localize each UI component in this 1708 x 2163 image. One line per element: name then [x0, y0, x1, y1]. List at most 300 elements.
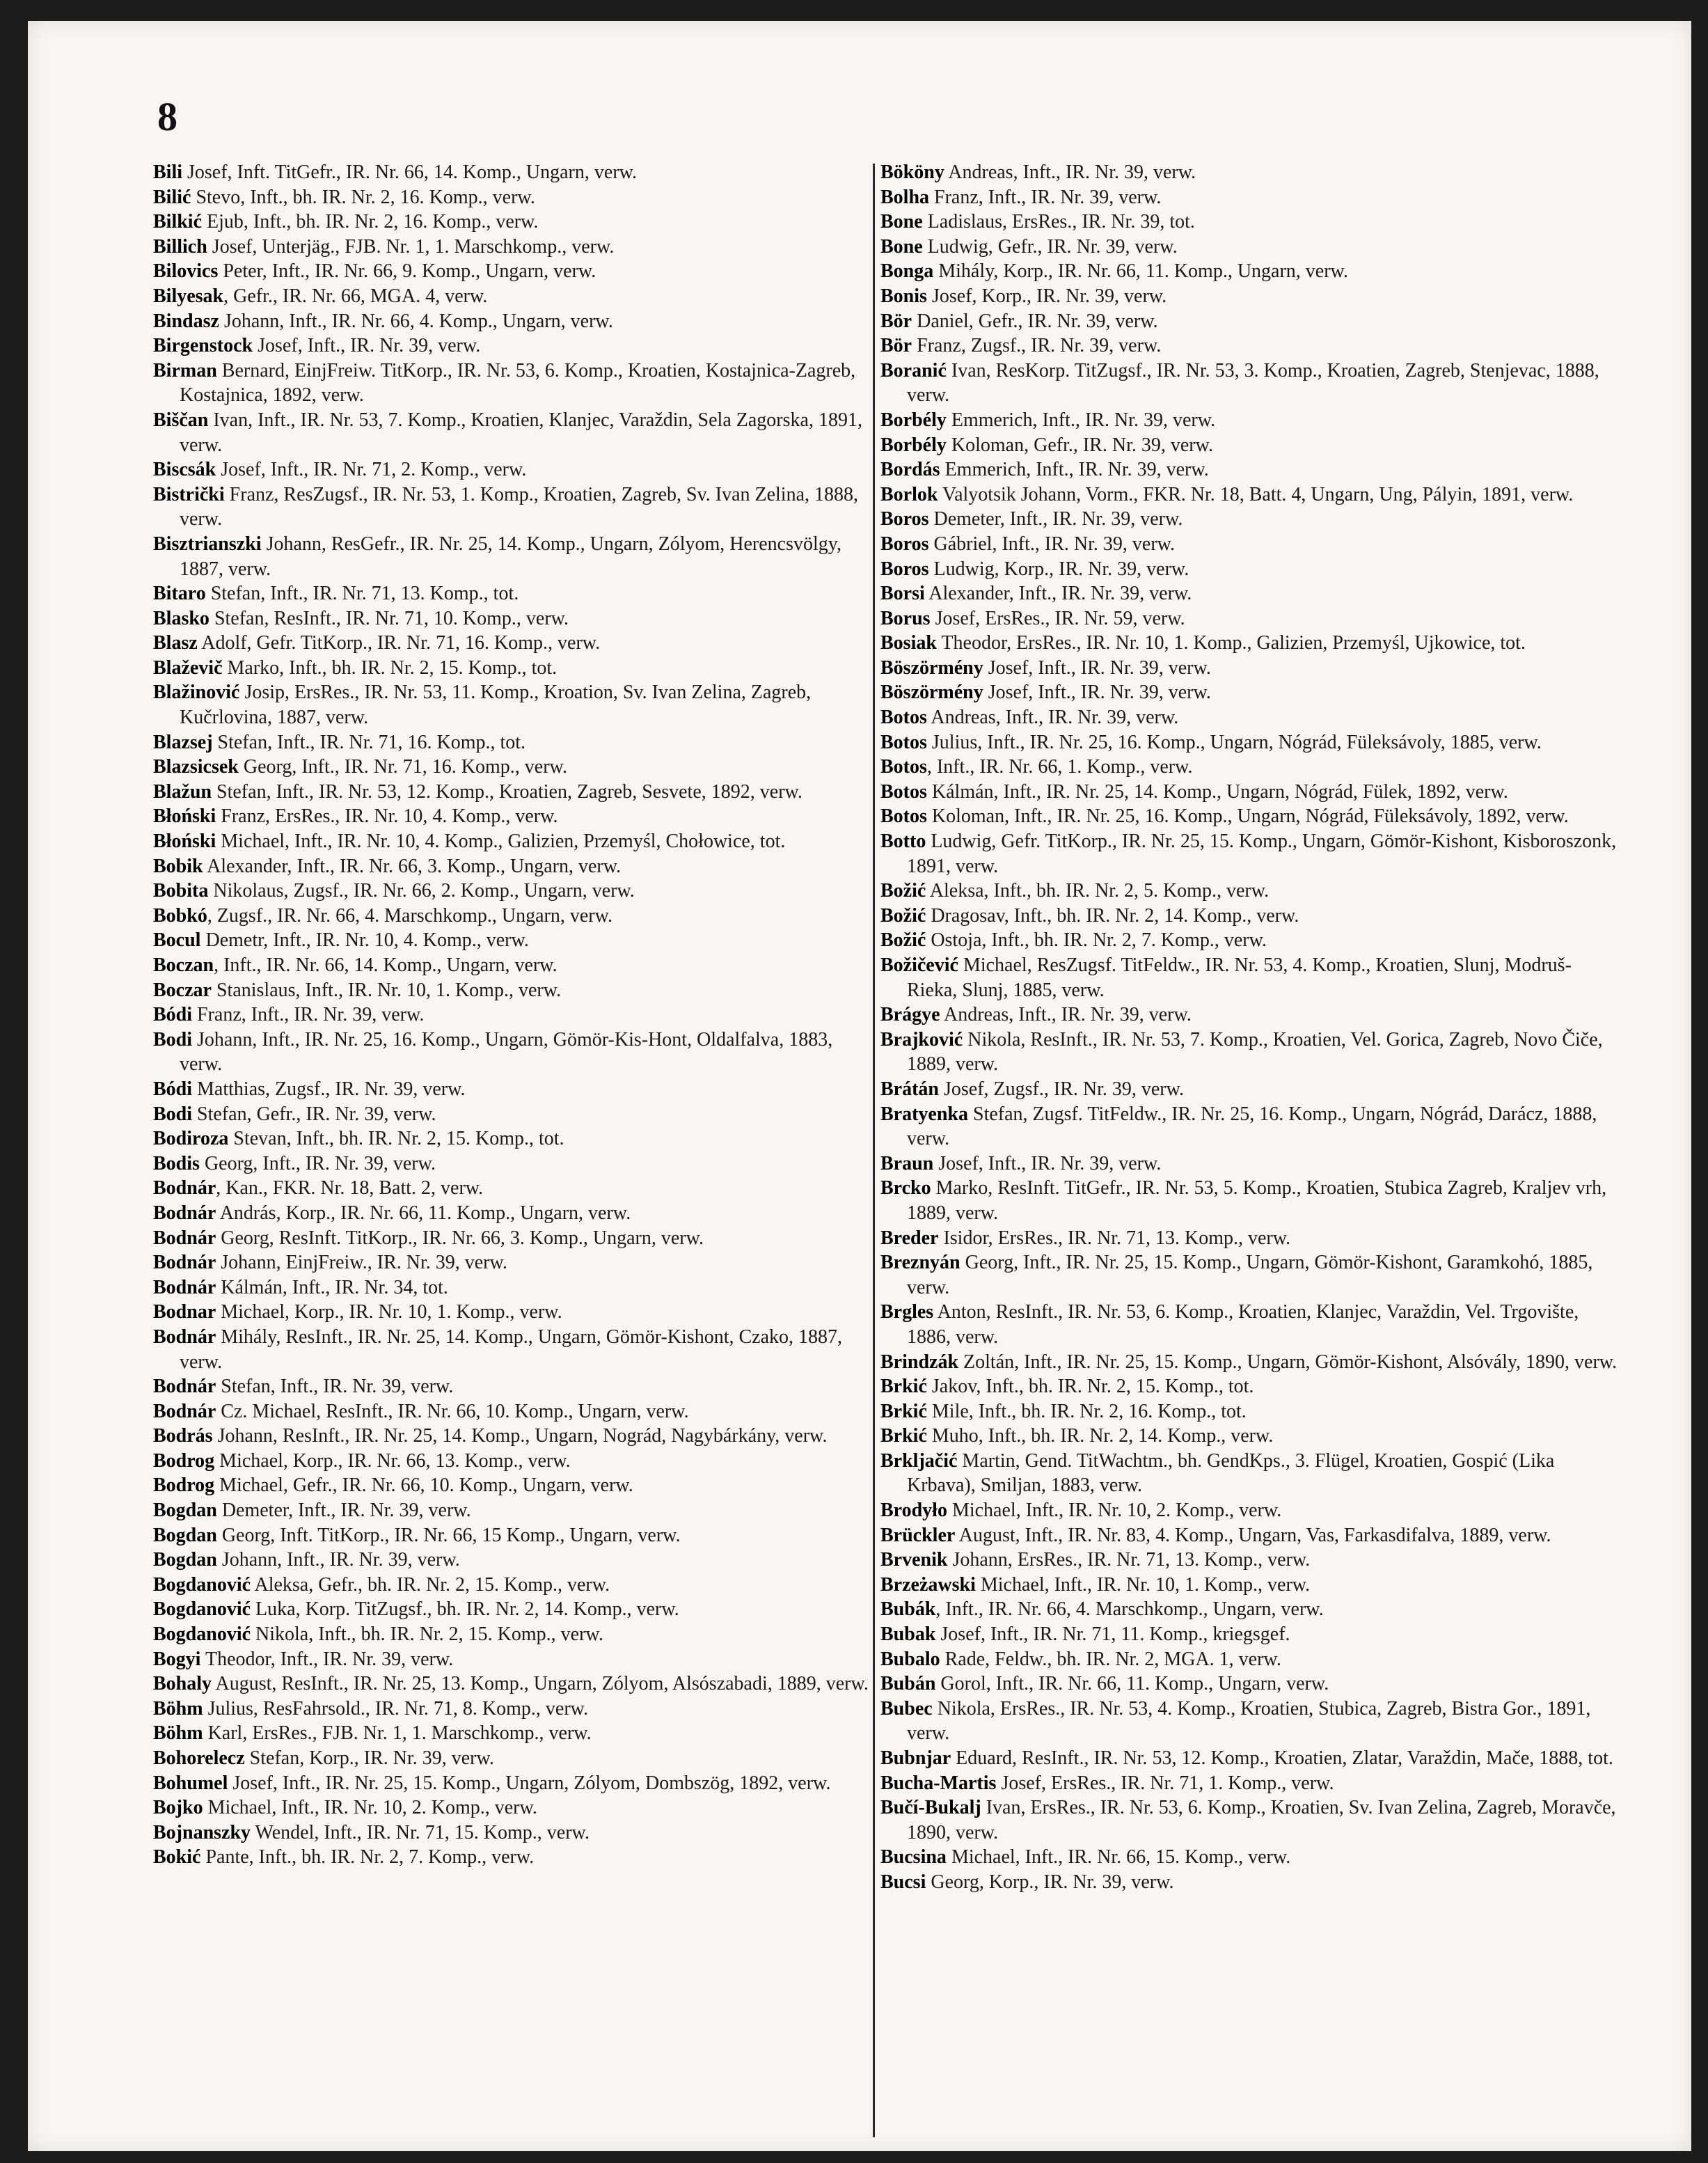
list-entry	[880, 755, 1618, 780]
entry-surname: Bodnár	[153, 1276, 216, 1298]
entry-surname: Błoński	[153, 805, 216, 828]
entry-surname: Brátán	[880, 1078, 939, 1100]
entry-details: Marko, ResInft. TitGefr., IR. Nr. 53, 5. Komp., Kroatien, Stubica Zagreb, Kraljev vrh, 1889, verw.	[907, 1177, 1607, 1224]
list-entry	[153, 482, 870, 532]
entry-surname: Borus	[880, 607, 931, 629]
entry-details: Josef, Inft., IR. Nr. 39, verw.	[983, 682, 1211, 704]
list-entry	[153, 1573, 870, 1598]
list-entry	[880, 482, 1618, 508]
list-entry	[153, 1697, 870, 1722]
entry-details: Julius, Inft., IR. Nr. 25, 16. Komp., Ungarn, Nógrád, Füleksávoly, 1885, verw.	[926, 731, 1542, 753]
entry-surname: Bocul	[153, 929, 201, 952]
entry-surname: Bordás	[880, 459, 940, 481]
entry-details: Pante, Inft., bh. IR. Nr. 2, 7. Komp., verw.	[200, 1846, 535, 1869]
entry-details: Michael, Inft., IR. Nr. 10, 1. Komp., verw.	[975, 1573, 1311, 1596]
entry-surname: Borsi	[880, 583, 925, 605]
list-entry	[880, 1548, 1618, 1573]
list-entry	[880, 1771, 1618, 1796]
entry-surname: Bubalo	[880, 1648, 940, 1670]
entry-details: Valyotsik Johann, Vorm., FKR. Nr. 18, Batt. 4, Ungarn, Ung, Pályin, 1891, verw.	[938, 483, 1574, 505]
list-entry	[880, 1795, 1618, 1845]
entry-details: Zoltán, Inft., IR. Nr. 25, 15. Komp., Ungarn, Gömör-Kishont, Alsóvály, 1890, verw.	[958, 1351, 1618, 1373]
list-entry	[153, 1028, 870, 1077]
entry-details: Franz, ResZugsf., IR. Nr. 53, 1. Komp., Kroatien, Zagreb, Sv. Ivan Zelina, 1888, verw.	[180, 483, 859, 530]
entry-details: Johann, EinjFreiw., IR. Nr. 39, verw.	[216, 1252, 507, 1274]
list-entry	[153, 606, 870, 631]
entry-details: Josef, Inft., IR. Nr. 71, 2. Komp., verw.	[216, 459, 527, 481]
entry-surname: Bogyi	[153, 1648, 201, 1670]
list-entry	[153, 160, 870, 185]
entry-surname: Bör	[880, 310, 912, 332]
entry-details: Josef, Inft. TitGefr., IR. Nr. 66, 14. Komp., Ungarn, verw.	[182, 162, 638, 183]
entry-details: Stefan, Inft., IR. Nr. 71, 13. Komp., tot.	[205, 583, 519, 605]
entry-details: Josef, Inft., IR. Nr. 39, verw.	[253, 335, 481, 357]
list-entry	[880, 1622, 1618, 1647]
entry-details: Franz, Inft., IR. Nr. 39, verw.	[929, 186, 1162, 208]
entry-surname: Bodrog	[153, 1474, 215, 1497]
entry-surname: Breder	[880, 1227, 939, 1249]
entry-surname: Bodnár	[153, 1376, 216, 1398]
columns	[28, 160, 1691, 2151]
entry-surname: Borlok	[880, 483, 938, 505]
entry-surname: Birgenstock	[153, 335, 253, 357]
entry-surname: Brágye	[880, 1004, 940, 1026]
list-entry	[153, 408, 870, 457]
list-entry	[880, 1672, 1618, 1697]
list-entry	[153, 730, 870, 755]
entry-details: Koloman, Inft., IR. Nr. 25, 16. Komp., Ungarn, Nógrád, Füleksávoly, 1892, verw.	[926, 805, 1569, 828]
entry-surname: Brkić	[880, 1400, 927, 1422]
list-entry	[153, 1622, 870, 1647]
list-entry	[153, 755, 870, 780]
entry-surname: Bokić	[153, 1846, 201, 1869]
entry-surname: Blaževič	[153, 656, 223, 679]
list-entry	[153, 457, 870, 482]
entry-details: Matthias, Zugsf., IR. Nr. 39, verw.	[192, 1078, 466, 1100]
entry-surname: Botos	[880, 731, 927, 753]
list-entry	[153, 1424, 870, 1449]
list-entry	[880, 1374, 1618, 1399]
entry-surname: Böhm	[153, 1722, 203, 1745]
list-entry	[880, 284, 1618, 309]
list-entry	[880, 1250, 1618, 1300]
entry-details: Gorol, Inft., IR. Nr. 66, 11. Komp., Ungarn, verw.	[935, 1673, 1329, 1695]
list-entry	[153, 532, 870, 581]
list-entry	[153, 259, 870, 284]
list-entry	[880, 1870, 1618, 1895]
list-entry	[880, 1573, 1618, 1598]
list-entry	[153, 210, 870, 235]
list-entry	[153, 359, 870, 408]
list-entry	[880, 1647, 1618, 1672]
list-entry	[880, 829, 1618, 879]
entry-details: Georg, Inft., IR. Nr. 25, 15. Komp., Ungarn, Gömör-Kishont, Garamkohó, 1885, verw.	[907, 1252, 1593, 1298]
entry-details: Josef, Inft., IR. Nr. 25, 15. Komp., Ungarn, Zólyom, Dombszög, 1892, verw.	[228, 1772, 831, 1794]
entry-surname: Bódi	[153, 1004, 193, 1026]
list-entry	[153, 1374, 870, 1399]
entry-surname: Blažinović	[153, 682, 240, 704]
list-entry	[153, 1523, 870, 1548]
entry-surname: Bodrás	[153, 1425, 213, 1447]
list-entry	[880, 1102, 1618, 1151]
entry-details: Alexander, Inft., IR. Nr. 39, verw.	[924, 583, 1192, 605]
list-entry	[880, 557, 1618, 582]
list-entry	[153, 1176, 870, 1201]
entry-surname: Birman	[153, 359, 217, 382]
entry-surname: Brkljačić	[880, 1449, 958, 1472]
entry-details: Demeter, Inft., IR. Nr. 39, verw.	[216, 1500, 471, 1522]
entry-details: Eduard, ResInft., IR. Nr. 53, 12. Komp., Kroatien, Zlatar, Varaždin, Mače, 1888, tot.	[951, 1747, 1613, 1769]
list-entry	[153, 333, 870, 359]
entry-surname: Bučí-Bukalj	[880, 1797, 981, 1819]
entry-details: Michael, Inft., IR. Nr. 10, 2. Komp., verw.	[203, 1797, 537, 1819]
entry-surname: Boros	[880, 533, 929, 555]
entry-surname: Bosiak	[880, 632, 937, 654]
entry-surname: Bubec	[880, 1697, 933, 1720]
entry-surname: Braun	[880, 1152, 934, 1174]
entry-surname: Biščan	[153, 409, 209, 431]
list-entry	[153, 581, 870, 606]
list-entry	[880, 210, 1618, 235]
entry-details: Johann, ResGefr., IR. Nr. 25, 14. Komp., Ungarn, Zólyom, Herencsvölgy, 1887, verw.	[180, 533, 841, 580]
entry-details: Stefan, Korp., IR. Nr. 39, verw.	[244, 1747, 494, 1769]
list-entry	[880, 1845, 1618, 1870]
entry-surname: Botos	[880, 805, 927, 828]
entry-details: Marko, Inft., bh. IR. Nr. 2, 15. Komp., tot.	[222, 656, 558, 679]
list-entry	[153, 284, 870, 309]
list-entry	[880, 259, 1618, 284]
list-entry	[880, 780, 1618, 805]
entry-details: Dragosav, Inft., bh. IR. Nr. 2, 14. Komp., verw.	[926, 904, 1299, 927]
entry-details: Josef, Unterjäg., FJB. Nr. 1, 1. Marschkomp., verw.	[207, 235, 615, 258]
list-entry	[153, 1721, 870, 1746]
entry-surname: Bohumel	[153, 1772, 228, 1794]
entry-details: Mihály, ResInft., IR. Nr. 25, 14. Komp., Ungarn, Gömör-Kishont, Czako, 1887, verw.	[180, 1326, 843, 1373]
entry-details: Georg, Inft., IR. Nr. 39, verw.	[199, 1152, 436, 1174]
entry-details: Michael, Inft., IR. Nr. 10, 4. Komp., Galizien, Przemyśl, Chołowice, tot.	[216, 831, 786, 853]
entry-surname: Božičević	[880, 954, 958, 976]
list-entry	[153, 1820, 870, 1846]
entry-details: Bernard, EinjFreiw. TitKorp., IR. Nr. 53, 6. Komp., Kroatien, Kostajnica-Zagreb, Kostajnica, 1892, verw.	[180, 359, 856, 407]
list-entry	[153, 1126, 870, 1151]
entry-details: , Zugsf., IR. Nr. 66, 4. Marschkomp., Ungarn, verw.	[207, 904, 613, 927]
list-entry	[153, 631, 870, 656]
entry-details: Daniel, Gefr., IR. Nr. 39, verw.	[912, 310, 1158, 332]
entry-details: Nikolaus, Zugsf., IR. Nr. 66, 2. Komp., Ungarn, verw.	[208, 880, 635, 902]
list-entry	[880, 1449, 1618, 1498]
entry-surname: Bubák	[880, 1598, 936, 1621]
list-entry	[153, 235, 870, 260]
entry-surname: Bodnár	[153, 1177, 216, 1200]
list-entry	[880, 1697, 1618, 1746]
entry-details: Johann, Inft., IR. Nr. 25, 16. Komp., Ungarn, Gömör-Kis-Hont, Oldalfalva, 1883, verw.	[180, 1028, 833, 1076]
list-entry	[153, 1077, 870, 1102]
list-entry	[153, 1647, 870, 1672]
list-entry	[153, 1250, 870, 1275]
entry-surname: Bogdanović	[153, 1598, 251, 1621]
entry-surname: Bistrički	[153, 483, 225, 505]
list-entry	[880, 507, 1618, 532]
list-entry	[153, 1498, 870, 1523]
entry-details: Stanislaus, Inft., IR. Nr. 10, 1. Komp., verw.	[211, 979, 562, 1001]
entry-surname: Brodyło	[880, 1500, 947, 1522]
right-column	[880, 160, 1618, 1895]
list-entry	[880, 656, 1618, 681]
entry-details: Stevan, Inft., bh. IR. Nr. 2, 15. Komp., tot.	[228, 1128, 564, 1150]
list-entry	[880, 904, 1618, 929]
entry-surname: Brgles	[880, 1301, 934, 1323]
entry-surname: Bogdanović	[153, 1623, 251, 1646]
list-entry	[880, 705, 1618, 730]
list-entry	[153, 1597, 870, 1622]
entry-details: Ivan, ResKorp. TitZugsf., IR. Nr. 53, 3. Komp., Kroatien, Zagreb, Stenjevac, 1888, verw.	[907, 359, 1599, 407]
list-entry	[153, 1201, 870, 1226]
entry-details: András, Korp., IR. Nr. 66, 11. Komp., Ungarn, verw.	[216, 1202, 631, 1224]
entry-surname: Bratyenka	[880, 1103, 968, 1125]
entry-surname: Blasko	[153, 607, 209, 629]
entry-details: Emmerich, Inft., IR. Nr. 39, verw.	[946, 409, 1216, 431]
entry-surname: Bitaro	[153, 583, 206, 605]
entry-details: Stefan, Zugsf. TitFeldw., IR. Nr. 25, 16. Komp., Ungarn, Nógrád, Darácz, 1888, verw.	[907, 1103, 1597, 1150]
entry-surname: Bohaly	[153, 1673, 212, 1695]
entry-details: Karl, ErsRes., FJB. Nr. 1, 1. Marschkomp., verw.	[203, 1722, 592, 1745]
list-entry	[880, 1002, 1618, 1028]
entry-surname: Bilkić	[153, 211, 203, 233]
entry-details: Theodor, ErsRes., IR. Nr. 10, 1. Komp., Galizien, Przemyśl, Ujkowice, tot.	[936, 632, 1526, 654]
list-entry	[880, 185, 1618, 210]
list-entry	[153, 1449, 870, 1474]
entry-details: Ivan, ErsRes., IR. Nr. 53, 6. Komp., Kroatien, Sv. Ivan Zelina, Zagreb, Moravče, 1890, verw.	[907, 1797, 1616, 1843]
entry-details: Ejub, Inft., bh. IR. Nr. 2, 16. Komp., verw.	[202, 211, 539, 233]
entry-details: Stefan, ResInft., IR. Nr. 71, 10. Komp., verw.	[209, 607, 569, 629]
entry-details: Stefan, Gefr., IR. Nr. 39, verw.	[192, 1103, 436, 1125]
list-entry	[880, 1350, 1618, 1375]
entry-details: Aleksa, Gefr., bh. IR. Nr. 2, 15. Komp., verw.	[251, 1573, 610, 1596]
list-entry	[880, 680, 1618, 705]
entry-surname: Bucha-Martis	[880, 1772, 997, 1794]
entry-details: August, ResInft., IR. Nr. 25, 13. Komp., Ungarn, Zólyom, Alsószabadi, 1889, verw.	[212, 1673, 869, 1695]
list-entry	[880, 1746, 1618, 1771]
list-entry	[880, 953, 1618, 1002]
entry-details: Stefan, Inft., IR. Nr. 39, verw.	[216, 1376, 454, 1398]
entry-surname: Bucsina	[880, 1846, 947, 1869]
entry-details: Wendel, Inft., IR. Nr. 71, 15. Komp., verw.	[251, 1821, 590, 1843]
entry-surname: Bisztrianszki	[153, 533, 262, 555]
entry-details: Andreas, Inft., IR. Nr. 39, verw.	[944, 162, 1196, 183]
entry-details: Demeter, Inft., IR. Nr. 39, verw.	[928, 508, 1183, 530]
entry-details: Ludwig, Korp., IR. Nr. 39, verw.	[928, 558, 1189, 580]
list-entry	[153, 1845, 870, 1870]
entry-surname: Böszörmény	[880, 682, 983, 704]
entry-surname: Brückler	[880, 1524, 956, 1546]
entry-details: Isidor, ErsRes., IR. Nr. 71, 13. Komp., verw.	[938, 1227, 1291, 1249]
entry-details: Franz, ErsRes., IR. Nr. 10, 4. Komp., verw.	[216, 805, 558, 828]
entry-surname: Borbély	[880, 434, 947, 456]
entry-details: Michael, ResZugsf. TitFeldw., IR. Nr. 53, 4. Komp., Kroatien, Slunj, Modruš-Rieka, Slunj, 1885, verw.	[907, 954, 1572, 1001]
entry-details: Franz, Zugsf., IR. Nr. 39, verw.	[912, 335, 1162, 357]
entry-details: Josef, Korp., IR. Nr. 39, verw.	[926, 285, 1167, 307]
entry-surname: Brzeżawski	[880, 1573, 976, 1596]
entry-details: August, Inft., IR. Nr. 83, 4. Komp., Ungarn, Vas, Farkasdifalva, 1889, verw.	[955, 1524, 1551, 1546]
list-entry	[880, 359, 1618, 408]
entry-surname: Bodi	[153, 1028, 193, 1051]
entry-surname: Błoński	[153, 831, 216, 853]
entry-details: Stefan, Inft., IR. Nr. 53, 12. Komp., Kroatien, Zagreb, Sesvete, 1892, verw.	[212, 780, 802, 803]
list-entry	[880, 457, 1618, 482]
entry-surname: Boros	[880, 508, 929, 530]
entry-details: Nikola, Inft., bh. IR. Nr. 2, 15. Komp., verw.	[251, 1623, 603, 1646]
entry-details: Cz. Michael, ResInft., IR. Nr. 66, 10. Komp., Ungarn, verw.	[216, 1400, 689, 1422]
entry-surname: Bolha	[880, 186, 930, 208]
entry-details: Josef, ErsRes., IR. Nr. 59, verw.	[930, 607, 1185, 629]
entry-details: Mihály, Korp., IR. Nr. 66, 11. Komp., Ungarn, verw.	[933, 260, 1348, 283]
list-entry	[153, 1102, 870, 1127]
list-entry	[153, 1002, 870, 1028]
entry-details: Kálmán, Inft., IR. Nr. 25, 14. Komp., Ungarn, Nógrád, Fülek, 1892, verw.	[926, 780, 1508, 803]
list-entry	[880, 408, 1618, 433]
list-entry	[880, 1176, 1618, 1225]
entry-surname: Brkić	[880, 1425, 927, 1447]
list-entry	[153, 804, 870, 829]
entry-details: Josip, ErsRes., IR. Nr. 53, 11. Komp., Kroation, Sv. Ivan Zelina, Zagreb, Kučrlovina, 1887, verw.	[180, 682, 812, 729]
entry-details: Josef, Zugsf., IR. Nr. 39, verw.	[939, 1078, 1185, 1100]
entry-details: Mile, Inft., bh. IR. Nr. 2, 16. Komp., tot.	[926, 1400, 1247, 1422]
entry-details: Gábriel, Inft., IR. Nr. 39, verw.	[928, 533, 1176, 555]
list-entry	[880, 1523, 1618, 1548]
entry-surname: Bobkó	[153, 904, 207, 927]
list-entry	[880, 309, 1618, 334]
entry-surname: Bonis	[880, 285, 927, 307]
entry-surname: Bodnar	[153, 1301, 216, 1323]
entry-details: Koloman, Gefr., IR. Nr. 39, verw.	[946, 434, 1214, 456]
entry-surname: Bodnár	[153, 1227, 216, 1249]
entry-details: Alexander, Inft., IR. Nr. 66, 3. Komp., Ungarn, verw.	[203, 855, 622, 877]
entry-surname: Bör	[880, 335, 912, 357]
entry-details: , Kan., FKR. Nr. 18, Batt. 2, verw.	[216, 1177, 484, 1200]
list-entry	[880, 160, 1618, 185]
list-entry	[153, 1548, 870, 1573]
entry-surname: Bogdanović	[153, 1573, 251, 1596]
entry-surname: Borbély	[880, 409, 947, 431]
list-entry	[153, 928, 870, 953]
entry-surname: Bodis	[153, 1152, 200, 1174]
entry-surname: Blazsej	[153, 731, 213, 753]
entry-surname: Bogdan	[153, 1549, 217, 1571]
entry-details: Josef, Inft., IR. Nr. 39, verw.	[983, 656, 1211, 679]
entry-details: Kálmán, Inft., IR. Nr. 34, tot.	[216, 1276, 448, 1298]
entry-surname: Böhm	[153, 1697, 203, 1720]
list-entry	[880, 433, 1618, 458]
entry-surname: Boranić	[880, 359, 947, 382]
entry-details: Andreas, Inft., IR. Nr. 39, verw.	[926, 707, 1179, 729]
entry-details: Georg, Inft., IR. Nr. 71, 16. Komp., verw.	[238, 756, 567, 778]
list-entry	[880, 1028, 1618, 1077]
list-entry	[153, 1226, 870, 1251]
entry-details: Aleksa, Inft., bh. IR. Nr. 2, 5. Komp., verw.	[926, 880, 1270, 902]
entry-surname: Bódi	[153, 1078, 193, 1100]
entry-details: Rade, Feldw., bh. IR. Nr. 2, MGA. 1, verw.	[940, 1648, 1281, 1670]
entry-details: Theodor, Inft., IR. Nr. 39, verw.	[200, 1648, 454, 1670]
entry-details: Peter, Inft., IR. Nr. 66, 9. Komp., Ungarn, verw.	[218, 260, 596, 283]
entry-details: Ludwig, Gefr., IR. Nr. 39, verw.	[922, 235, 1178, 258]
list-entry	[880, 1498, 1618, 1523]
entry-details: Johann, Inft., IR. Nr. 66, 4. Komp., Ungarn, verw.	[219, 310, 613, 332]
entry-details: Georg, Korp., IR. Nr. 39, verw.	[926, 1871, 1174, 1893]
entry-surname: Brkić	[880, 1376, 927, 1398]
list-entry	[153, 1771, 870, 1796]
list-entry	[153, 978, 870, 1003]
document-page	[28, 21, 1691, 2151]
list-entry	[880, 730, 1618, 755]
entry-details: Emmerich, Inft., IR. Nr. 39, verw.	[940, 459, 1209, 481]
entry-surname: Bodi	[153, 1103, 193, 1125]
list-entry	[153, 656, 870, 681]
entry-surname: Bodiroza	[153, 1128, 229, 1150]
entry-surname: Blasz	[153, 632, 198, 654]
entry-surname: Bogdan	[153, 1500, 217, 1522]
entry-details: Michael, Korp., IR. Nr. 66, 13. Komp., verw.	[214, 1449, 571, 1472]
entry-surname: Bone	[880, 211, 923, 233]
entry-surname: Bobik	[153, 855, 203, 877]
list-entry	[880, 631, 1618, 656]
entry-surname: Botos	[880, 780, 927, 803]
entry-surname: Böszörmény	[880, 656, 983, 679]
entry-details: Stevo, Inft., bh. IR. Nr. 2, 16. Komp., verw.	[191, 186, 535, 208]
entry-surname: Boros	[880, 558, 929, 580]
entry-details: Michael, Inft., IR. Nr. 66, 15. Komp., verw.	[946, 1846, 1291, 1869]
list-entry	[880, 1424, 1618, 1449]
entry-surname: Blazsicsek	[153, 756, 239, 778]
entry-surname: Bonga	[880, 260, 934, 283]
entry-surname: Bindasz	[153, 310, 219, 332]
entry-surname: Bojnanszky	[153, 1821, 251, 1843]
entry-details: , Inft., IR. Nr. 66, 14. Komp., Ungarn, verw.	[214, 954, 558, 976]
list-entry	[153, 953, 870, 978]
entry-details: Josef, Inft., IR. Nr. 39, verw.	[933, 1152, 1162, 1174]
list-entry	[880, 1077, 1618, 1102]
entry-details: Michael, Gefr., IR. Nr. 66, 10. Komp., Ungarn, verw.	[214, 1474, 633, 1497]
list-entry	[880, 804, 1618, 829]
list-entry	[880, 1300, 1618, 1349]
entry-details: Ludwig, Gefr. TitKorp., IR. Nr. 25, 15. Komp., Ungarn, Gömör-Kishont, Kisboroszonk, 1891, verw.	[907, 831, 1617, 877]
list-entry	[153, 1473, 870, 1498]
entry-details: Michael, Inft., IR. Nr. 10, 2. Komp., verw.	[947, 1500, 1282, 1522]
list-entry	[153, 1795, 870, 1820]
entry-surname: Bili	[153, 162, 183, 183]
entry-details: Anton, ResInft., IR. Nr. 53, 6. Komp., Kroatien, Klanjec, Varaždin, Vel. Trgovište, 1886, verw.	[907, 1301, 1579, 1348]
entry-details: Johann, Inft., IR. Nr. 39, verw.	[216, 1549, 460, 1571]
entry-surname: Bubán	[880, 1673, 936, 1695]
list-entry	[880, 606, 1618, 631]
list-entry	[153, 309, 870, 334]
entry-details: Michael, Korp., IR. Nr. 10, 1. Komp., verw.	[216, 1301, 562, 1323]
entry-surname: Bubak	[880, 1623, 936, 1646]
entry-surname: Bogdan	[153, 1524, 217, 1546]
entry-details: Johann, ErsRes., IR. Nr. 71, 13. Komp., verw.	[947, 1549, 1311, 1571]
entry-surname: Božić	[880, 880, 926, 902]
entry-details: Georg, Inft. TitKorp., IR. Nr. 66, 15 Komp., Ungarn, verw.	[216, 1524, 681, 1546]
list-entry	[880, 1597, 1618, 1622]
list-entry	[880, 532, 1618, 557]
entry-details: Martin, Gend. TitWachtm., bh. GendKps., 3. Flügel, Kroatien, Gospić (Lika Krbava), Smiljan, 1883, verw.	[907, 1449, 1555, 1497]
entry-surname: Bojko	[153, 1797, 203, 1819]
entry-surname: Bobita	[153, 880, 209, 902]
entry-details: Nikola, ErsRes., IR. Nr. 53, 4. Komp., Kroatien, Stubica, Zagreb, Bistra Gor., 1891, verw.	[907, 1697, 1591, 1745]
entry-details: Adolf, Gefr. TitKorp., IR. Nr. 71, 16. Komp., verw.	[197, 632, 601, 654]
entry-details: , Gefr., IR. Nr. 66, MGA. 4, verw.	[223, 285, 488, 307]
entry-surname: Botos	[880, 707, 927, 729]
entry-details: Julius, ResFahrsold., IR. Nr. 71, 8. Komp., verw.	[203, 1697, 589, 1720]
